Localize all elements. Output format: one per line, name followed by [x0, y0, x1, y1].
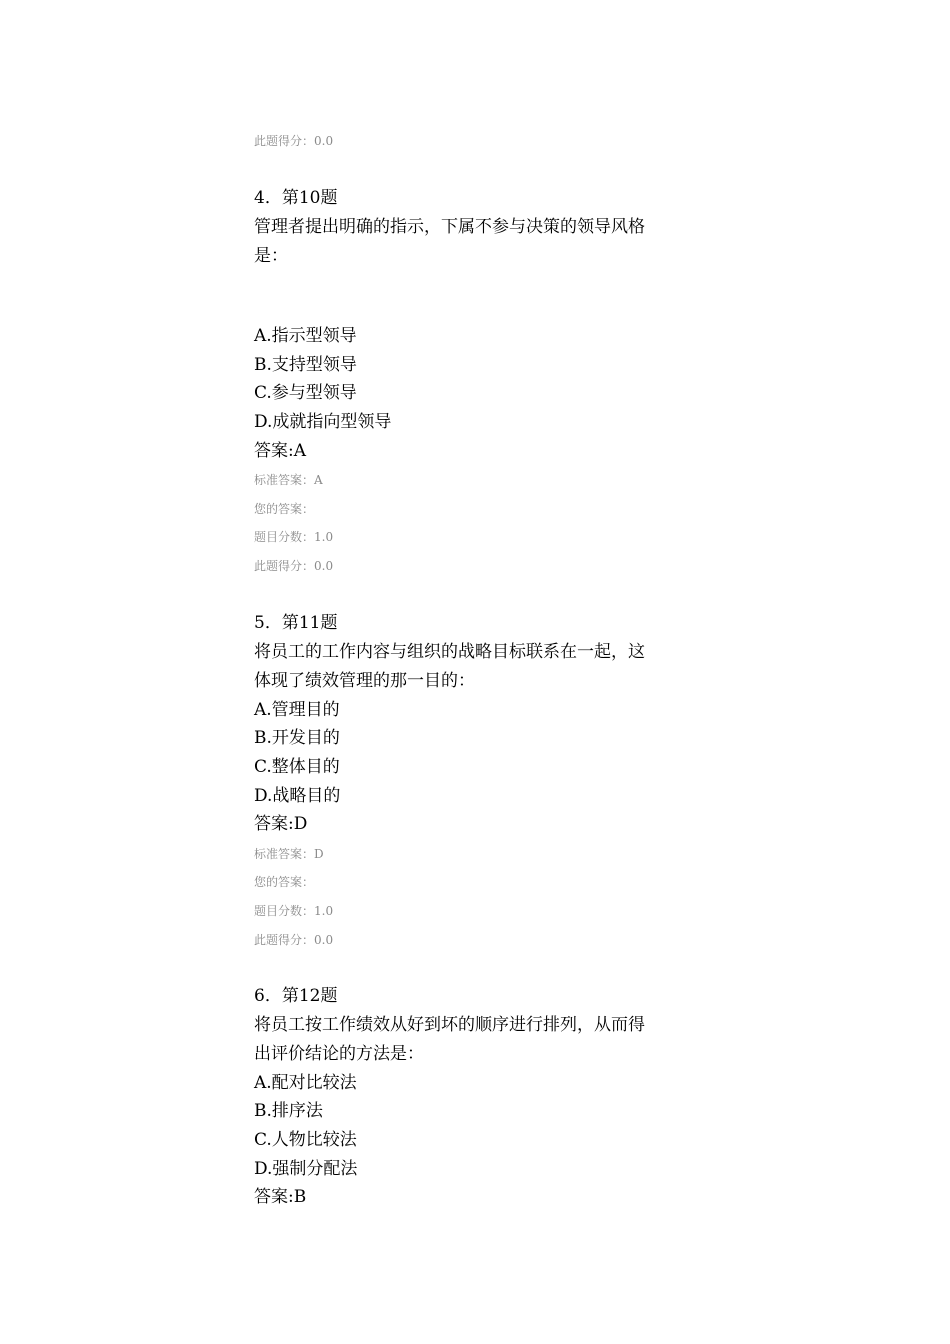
question-heading: 5．第11题 — [254, 613, 338, 633]
option-item: A.管理目的 — [254, 700, 340, 720]
score-line: 此题得分：0.0 — [254, 134, 334, 148]
your-answer-line: 您的答案： — [254, 875, 315, 889]
option-item: A.配对比较法 — [254, 1073, 357, 1093]
option-item: D.强制分配法 — [254, 1159, 358, 1179]
option-item: C.整体目的 — [254, 757, 340, 777]
option-item: B.排序法 — [254, 1101, 323, 1121]
your-answer-line: 您的答案： — [254, 502, 315, 516]
points-line: 题目分数：1.0 — [254, 904, 334, 918]
option-item: D.战略目的 — [254, 786, 341, 806]
option-item: B.支持型领导 — [254, 355, 357, 375]
option-item: B.开发目的 — [254, 728, 340, 748]
question-heading: 6．第12题 — [254, 986, 338, 1006]
answer-line: 答案:D — [254, 814, 308, 834]
question-stem-line: 体现了绩效管理的那一目的： — [254, 671, 475, 691]
option-item: C.参与型领导 — [254, 383, 357, 403]
question-stem-line: 是： — [254, 246, 288, 266]
standard-answer-line: 标准答案：A — [254, 473, 323, 487]
standard-answer-line: 标准答案：D — [254, 847, 324, 861]
points-line: 题目分数：1.0 — [254, 530, 334, 544]
question-heading: 4．第10题 — [254, 188, 338, 208]
option-item: C.人物比较法 — [254, 1130, 357, 1150]
question-stem-line: 管理者提出明确的指示，下属不参与决策的领导风格 — [254, 217, 645, 237]
question-stem-line: 出评价结论的方法是： — [254, 1044, 424, 1064]
score-line: 此题得分：0.0 — [254, 559, 334, 573]
score-line: 此题得分：0.0 — [254, 933, 334, 947]
answer-line: 答案:B — [254, 1187, 307, 1207]
answer-line: 答案:A — [254, 441, 307, 461]
option-item: A.指示型领导 — [254, 326, 357, 346]
option-item: D.成就指向型领导 — [254, 412, 392, 432]
question-stem-line: 将员工的工作内容与组织的战略目标联系在一起，这 — [254, 642, 645, 662]
question-stem-line: 将员工按工作绩效从好到坏的顺序进行排列，从而得 — [254, 1015, 645, 1035]
